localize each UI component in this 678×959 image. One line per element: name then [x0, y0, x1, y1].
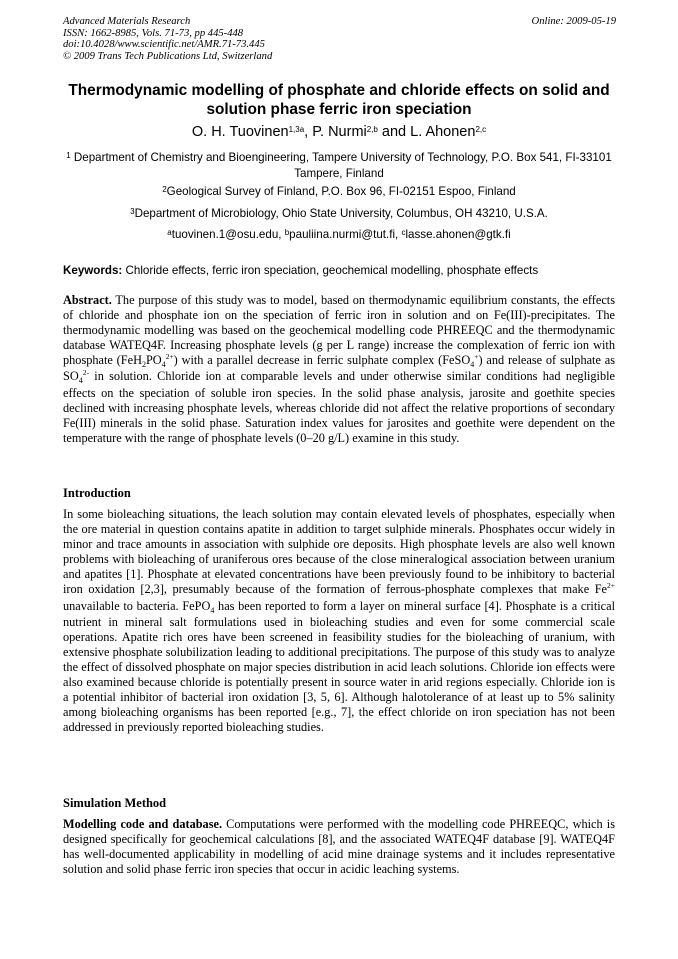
email-link[interactable]: tuovinen.1@osu.edu, [171, 228, 285, 241]
author-affiliation-marker: 2,c [475, 125, 487, 134]
journal-issn: ISSN: 1662-8985, Vols. 71-73, pp 445-448 [63, 27, 244, 39]
journal-doi: doi:10.4028/www.scientific.net/AMR.71-73.445 [63, 39, 265, 51]
author-separator: and [377, 124, 411, 140]
journal-copyright: © 2009 Trans Tech Publications Ltd, Switzerland [63, 50, 273, 62]
simulation-paragraph: Modelling code and database. Computations were performed with the modelling code PHREEQC, which is designed specifically for geochemical calculations [8], and the associated WATEQ4F database [9]. WATEQ4F has well-documented applicability in modelling of acid mine drainage systems and it includes representative solution and solid phase ferric iron species that occur in acidic leaching systems. [63, 817, 616, 877]
paper-title: Thermodynamic modelling of phosphate and chloride effects on solid and solution phase ferric iron speciation [68, 82, 610, 118]
author-affiliation-marker: 1,3a [288, 125, 305, 134]
section-heading-simulation-method: Simulation Method [63, 796, 167, 810]
keywords-label: Keywords: [63, 264, 123, 277]
subsection-lead: Modelling code and database. [63, 817, 223, 831]
journal-name: Advanced Materials Research [63, 16, 191, 27]
author-name: O. H. Tuovinen [191, 124, 289, 140]
affiliation-2: $^2$Geological Survey of Finland, P.O. Box 96, FI-02151 Espoo, Finland [162, 185, 516, 198]
section-heading-introduction: Introduction [63, 486, 131, 500]
keywords-text: Chloride effects, ferric iron speciation, geochemical modelling, phosphate effects [122, 264, 539, 277]
affiliation-1: $^1$ Department of Chemistry and Bioengineering, Tampere University of Technology, P.O. Box 541, FI-33101 Tampere, Finland [66, 151, 612, 180]
author-affiliation-marker: 2,b [366, 125, 378, 134]
introduction-paragraph: In some bioleaching situations, the leach solution may contain elevated levels of phosphates, especially when the ore material in question contains apatite in addition to target sulphide minerals. Phosphates occur widely in minor and trace amounts in association with sulphide ore deposits. High phosphate levels are also well known problems with bioleaching of uraniferous ores because of the close mineralogical association between uranium and apatites [1]. Phosphate at elevated concentrations have been previously found to be inhibitory to bacterial iron oxidation [2,3], presumably because of the formation of ferrous-phosphate complexes that make $Fe^{2+}$ unavailable to bacteria. FePO$_4$ has been reported to form a layer on mineral surface [4]. Phosphate is a critical nutrient in mineral salt formulations used in bioleaching studies and even for some commercial scale operations. Apatite rich ores have been screened in feasibility studies for the bioleaching of uranium, with extensive phosphate solubilization leading to additional precipitations. The purpose of this study was to analyze the effect of dissolved phosphate on major species distribution in acid leach solutions. Chloride ion effects were also examined because chloride is potentially present in source water in arid regions especially. Chloride ion is a potential inhibitor of bacterial iron oxidation [3, 5, 6]. Although halotolerance of at least up to 5% salinity among bioleaching organisms has been reported [e.g., 7], the effect chloride on iron speciation has not been addressed in previously reported bioleaching studies. [63, 507, 616, 735]
author-separator: , [304, 124, 313, 140]
email-link[interactable]: pauliina.nurmi@tut.fi, [289, 228, 402, 241]
abstract: Abstract. The purpose of this study was to model, based on thermodynamic equilibrium constants, the effects of chloride and phosphate ion on the speciation of ferric iron in solution and on Fe(III)-precipitates. The thermodynamic modelling was based on the geochemical modelling code PHREEQC and the thermodynamic database WATEQ4F. Increasing phosphate levels (g per L range) increase the complexation of ferric ion with phosphate $(FeH_2PO_4^{2+})$ with a parallel decrease in ferric sulphate complex (FeSO$_4$+) and release of sulphate as $SO_4^{2-}$ in solution. Chloride ion at comparable levels and under otherwise similar conditions had negligible effects on the speciation of soluble iron species. In the solid phase analysis, jarosite and goethite species declined with increasing phosphate levels, whereas chloride did not affect the relative proportions of secondary Fe(III) minerals in the solid phase. Saturation index values for jarosites and goethite were dependent on the temperature with the range of phosphate levels (0–20 g/L) examine in this study. [63, 293, 615, 445]
affiliation-3: $^3$Department of Microbiology, Ohio State University, Columbus, OH 43210, U.S.A. [130, 207, 548, 220]
abstract-label: Abstract. [63, 293, 112, 307]
journal-info [63, 16, 272, 62]
author-emails: $^a$tuovinen.1@osu.edu, $^b$pauliina.nurmi@tut.fi, $^c$lasse.ahonen@gtk.fi [167, 228, 511, 241]
keywords [63, 263, 615, 278]
author-list [40, 123, 638, 141]
online-date: Online: 2009-05-19 [531, 16, 616, 27]
email-link[interactable]: lasse.ahonen@gtk.fi [405, 228, 511, 241]
author-name: L. Ahonen [410, 124, 476, 140]
author-name: P. Nurmi [312, 124, 367, 140]
